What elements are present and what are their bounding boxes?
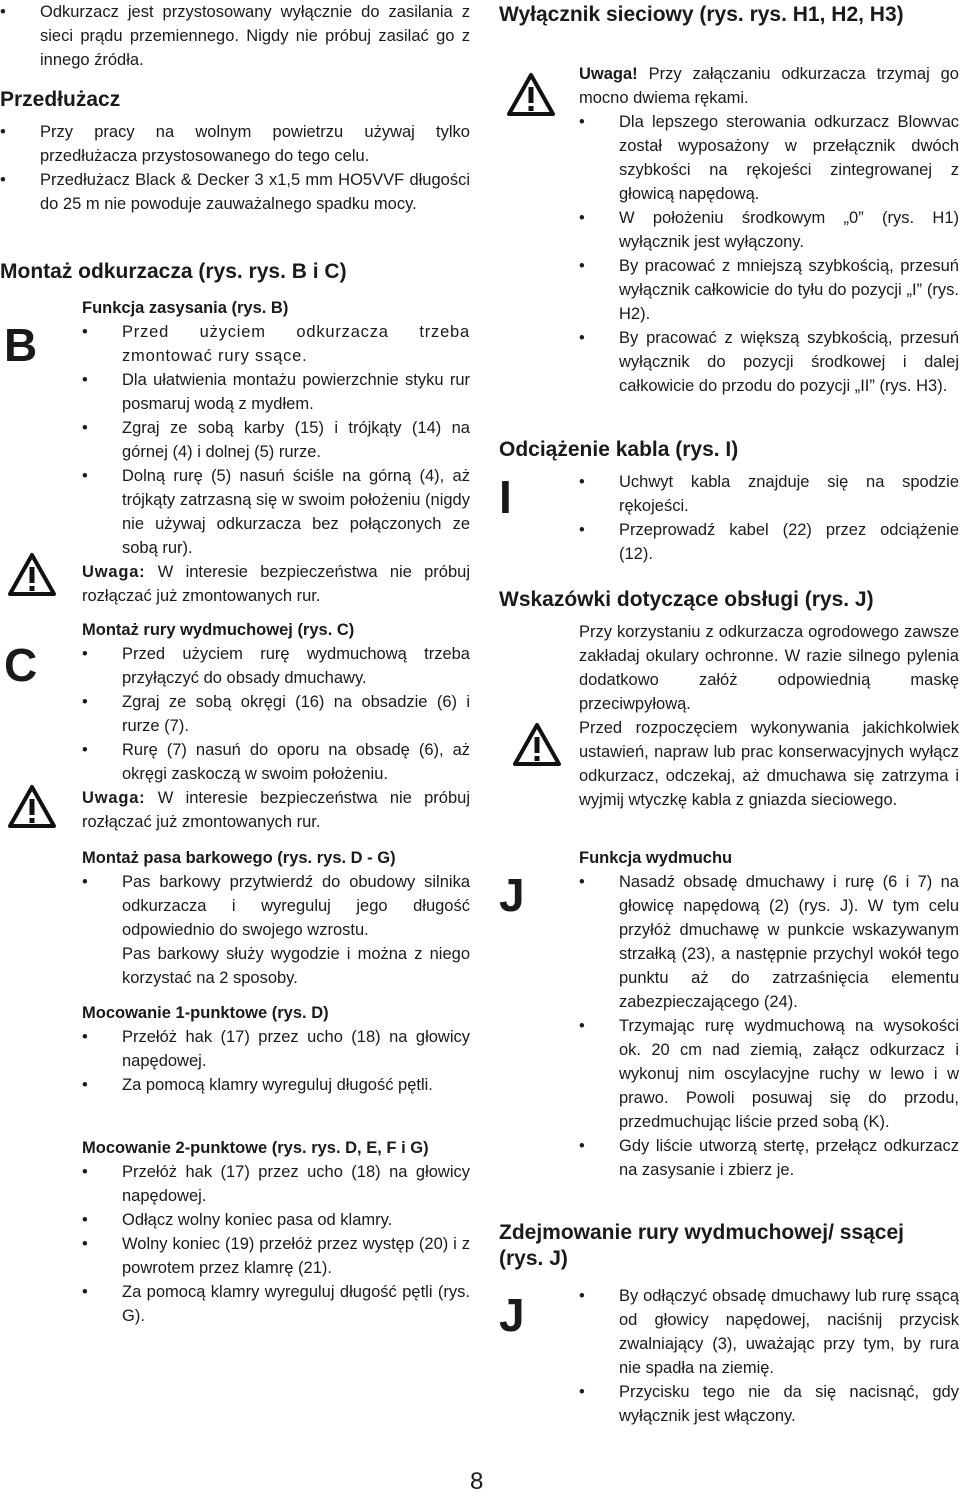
warning-label: Uwaga! bbox=[579, 65, 638, 83]
list-item: • By pracować z mniejszą szybkością, przesuń wyłącznik całkowicie do tyłu do pozycji „I” (rys. H2). bbox=[579, 254, 959, 326]
list-item: • Dolną rurę (5) nasuń ściśle na górną (4), aż trójkąty zatrzasną się w swoim położeniu (nigdy nie używaj odkurzacza bez połączonych ze sobą rur). bbox=[82, 464, 470, 560]
cable-heading-block bbox=[499, 437, 959, 463]
subsection-heading: Montaż rury wydmuchowej (rys. C) bbox=[82, 621, 355, 639]
strap-note: Pas barkowy służy wygodzie i można z niego korzystać na 2 sposoby. bbox=[122, 945, 470, 987]
extension-section bbox=[0, 87, 470, 216]
switch-section bbox=[579, 62, 959, 398]
list-item: • Przy pracy na wolnym powietrzu używaj tylko przedłużacza przystosowanego do tego celu. bbox=[0, 120, 470, 168]
list-item: • Trzymając rurę wydmuchową na wysokości ok. 20 cm nad ziemią, załącz odkurzacz i wykonuj nim oscylacyjne ruchy w lewo i w prawo. Powoli posuwaj się do przodu, przedmuchując liście przed sobą (K). bbox=[579, 1014, 959, 1134]
list-item: • Przed użyciem rurę wydmuchową trzeba przyłączyć do obsady dmuchawy. bbox=[82, 642, 470, 690]
blow-section bbox=[579, 846, 959, 1182]
section-heading: Zdejmowanie rury wydmuchowej/ ssącej (rys. J) bbox=[499, 1221, 904, 1270]
subsection-heading: Mocowanie 2-punktowe (rys. rys. D, E, F i G) bbox=[82, 1139, 429, 1157]
list-item: • Za pomocą klamry wyreguluj długość pętli. bbox=[82, 1073, 470, 1097]
warning-text: W interesie bezpieczeństwa nie próbuj rozłączać już zmontowanych rur. bbox=[82, 563, 470, 605]
warning-triangle-icon bbox=[7, 784, 57, 830]
remove-heading-block bbox=[499, 1220, 919, 1272]
list-item: • Odłącz wolny koniec pasa od klamry. bbox=[82, 1208, 470, 1232]
list-item: • Za pomocą klamry wyreguluj długość pętli (rys. G). bbox=[82, 1280, 470, 1328]
list-item: • Przed użyciem odkurzacza trzeba zmontować rury ssące. bbox=[82, 320, 470, 368]
warning-triangle-icon bbox=[506, 72, 556, 118]
list-item: • Wolny koniec (19) przełóż przez występ (20) i z powrotem przez klamrę (21). bbox=[82, 1232, 470, 1280]
remove-section bbox=[579, 1284, 959, 1428]
list-item: • Zgraj ze sobą okręgi (16) na obsadzie (6) i rurze (7). bbox=[82, 690, 470, 738]
list-item: • Nasadź obsadę dmuchawy i rurę (6 i 7) na głowicę napędową (2) (rys. J). W tym celu przyłóż dmuchawę w punkcie wskazywanym strzałką (23), a następnie przychyl wokół tego punktu aż do zatrzaśnięcia elementu zabezpieczającego (24). bbox=[579, 870, 959, 1014]
subsection-heading: Funkcja zasysania (rys. B) bbox=[82, 299, 289, 317]
warning-triangle-icon bbox=[7, 552, 57, 598]
list-item: • Gdy liście utworzą stertę, przełącz odkurzacz na zasysanie i zbierz je. bbox=[579, 1134, 959, 1182]
list-item: • By pracować z większą szybkością, przesuń wyłącznik do pozycji środkowej i dalej całkowicie do przodu do pozycji „II” (rys. H3). bbox=[579, 326, 959, 398]
list-item: • W położeniu środkowym „0” (rys. H1) wyłącznik jest wyłączony. bbox=[579, 206, 959, 254]
section-heading: Przedłużacz bbox=[0, 88, 121, 111]
tips-section bbox=[579, 620, 959, 812]
page-number: 8 bbox=[470, 1468, 484, 1495]
figure-letter-c: C bbox=[4, 639, 38, 691]
switch-heading-block bbox=[499, 2, 919, 28]
warning-note bbox=[82, 560, 470, 608]
section-heading: Wskazówki dotyczące obsługi (rys. J) bbox=[499, 588, 874, 611]
section-heading: Montaż odkurzacza (rys. rys. B i C) bbox=[0, 260, 347, 283]
list-item: • Dla lepszego sterowania odkurzacz Blowvac został wyposażony w przełącznik dwóch szybkości na rękojeści zintegrowanej z głowicą napędową. bbox=[579, 110, 959, 206]
list-item: • Dla ułatwienia montażu powierzchnie styku rur posmaruj wodą z mydłem. bbox=[82, 368, 470, 416]
list-item: • Przycisku tego nie da się nacisnąć, gdy wyłącznik jest włączony. bbox=[579, 1380, 959, 1428]
section-heading: Odciążenie kabla (rys. I) bbox=[499, 438, 739, 461]
list-item: • Rurę (7) nasuń do oporu na obsadę (6), aż okręgi zaskoczą w swoim położeniu. bbox=[82, 738, 470, 786]
list-item: • Przełóż hak (17) przez ucho (18) na głowicy napędowej. bbox=[82, 1160, 470, 1208]
mount1-subsection bbox=[82, 1001, 470, 1097]
tips-paragraph: Przy korzystaniu z odkurzacza ogrodowego zawsze zakładaj okulary ochronne. W razie silnego pylenia dodatkowo załóż odpowiednią maskę przeciwpyłową. bbox=[579, 623, 959, 713]
tips-heading-block bbox=[499, 587, 959, 613]
warning-label: Uwaga: bbox=[82, 789, 146, 807]
cable-section bbox=[579, 470, 959, 566]
list-item: • Zgraj ze sobą karby (15) i trójkąty (14) na górnej (4) i dolnej (5) rurze. bbox=[82, 416, 470, 464]
list-item: • Przeprowadź kabel (22) przez odciążenie (12). bbox=[579, 518, 959, 566]
list-item: • Przedłużacz Black & Decker 3 x1,5 mm HO5VVF długości do 25 m nie powoduje zauważalnego spadku mocy. bbox=[0, 168, 470, 216]
subsection-heading: Mocowanie 1-punktowe (rys. D) bbox=[82, 1004, 329, 1022]
subsection-heading: Montaż pasa barkowego (rys. rys. D - G) bbox=[82, 849, 396, 867]
warning-note bbox=[82, 786, 470, 834]
list-item: • Odkurzacz jest przystosowany wyłącznie do zasilania z sieci prądu przemiennego. Nigdy nie próbuj zasilać go z innego źródła. bbox=[0, 0, 470, 72]
figure-letter-i: I bbox=[499, 471, 512, 523]
warning-triangle-icon bbox=[512, 722, 562, 768]
warning-label: Uwaga: bbox=[82, 563, 146, 581]
blower-subsection bbox=[82, 618, 470, 834]
warning-text: Przy załączaniu odkurzacza trzymaj go mocno dwiema rękami. bbox=[579, 65, 959, 107]
list-item: • Uchwyt kabla znajduje się na spodzie rękojeści. bbox=[579, 470, 959, 518]
subsection-heading: Funkcja wydmuchu bbox=[579, 849, 733, 867]
warning-note bbox=[579, 62, 959, 110]
list-item: • Przełóż hak (17) przez ucho (18) na głowicy napędowej. bbox=[82, 1025, 470, 1073]
figure-letter-j: J bbox=[499, 869, 525, 921]
mount2-subsection bbox=[82, 1136, 470, 1328]
strap-subsection bbox=[82, 846, 470, 990]
intro-section bbox=[0, 0, 470, 72]
figure-letter-b: B bbox=[4, 319, 38, 371]
list-item: • Pas barkowy przytwierdź do obudowy silnika odkurzacza i wyreguluj jego długość odpowiednio do swojego wzrostu. bbox=[82, 870, 470, 942]
tips-paragraph: Przed rozpoczęciem wykonywania jakichkolwiek ustawień, napraw lub prac konserwacyjnych wyłącz odkurzacz, odczekaj, aż dmuchawa się zatrzyma i wyjmij wtyczkę kabla z gniazda sieciowego. bbox=[579, 719, 959, 809]
section-heading: Wyłącznik sieciowy (rys. rys. H1, H2, H3) bbox=[499, 3, 904, 26]
suction-subsection bbox=[82, 296, 470, 608]
figure-letter-j: J bbox=[499, 1289, 525, 1341]
warning-text: W interesie bezpieczeństwa nie próbuj rozłączać już zmontowanych rur. bbox=[82, 789, 470, 831]
list-item: • By odłączyć obsadę dmuchawy lub rurę ssącą od głowicy napędowej, naciśnij przycisk zwalniający (3), uważając przy tym, by rura nie spadła na ziemię. bbox=[579, 1284, 959, 1380]
assembly-section bbox=[0, 259, 470, 285]
